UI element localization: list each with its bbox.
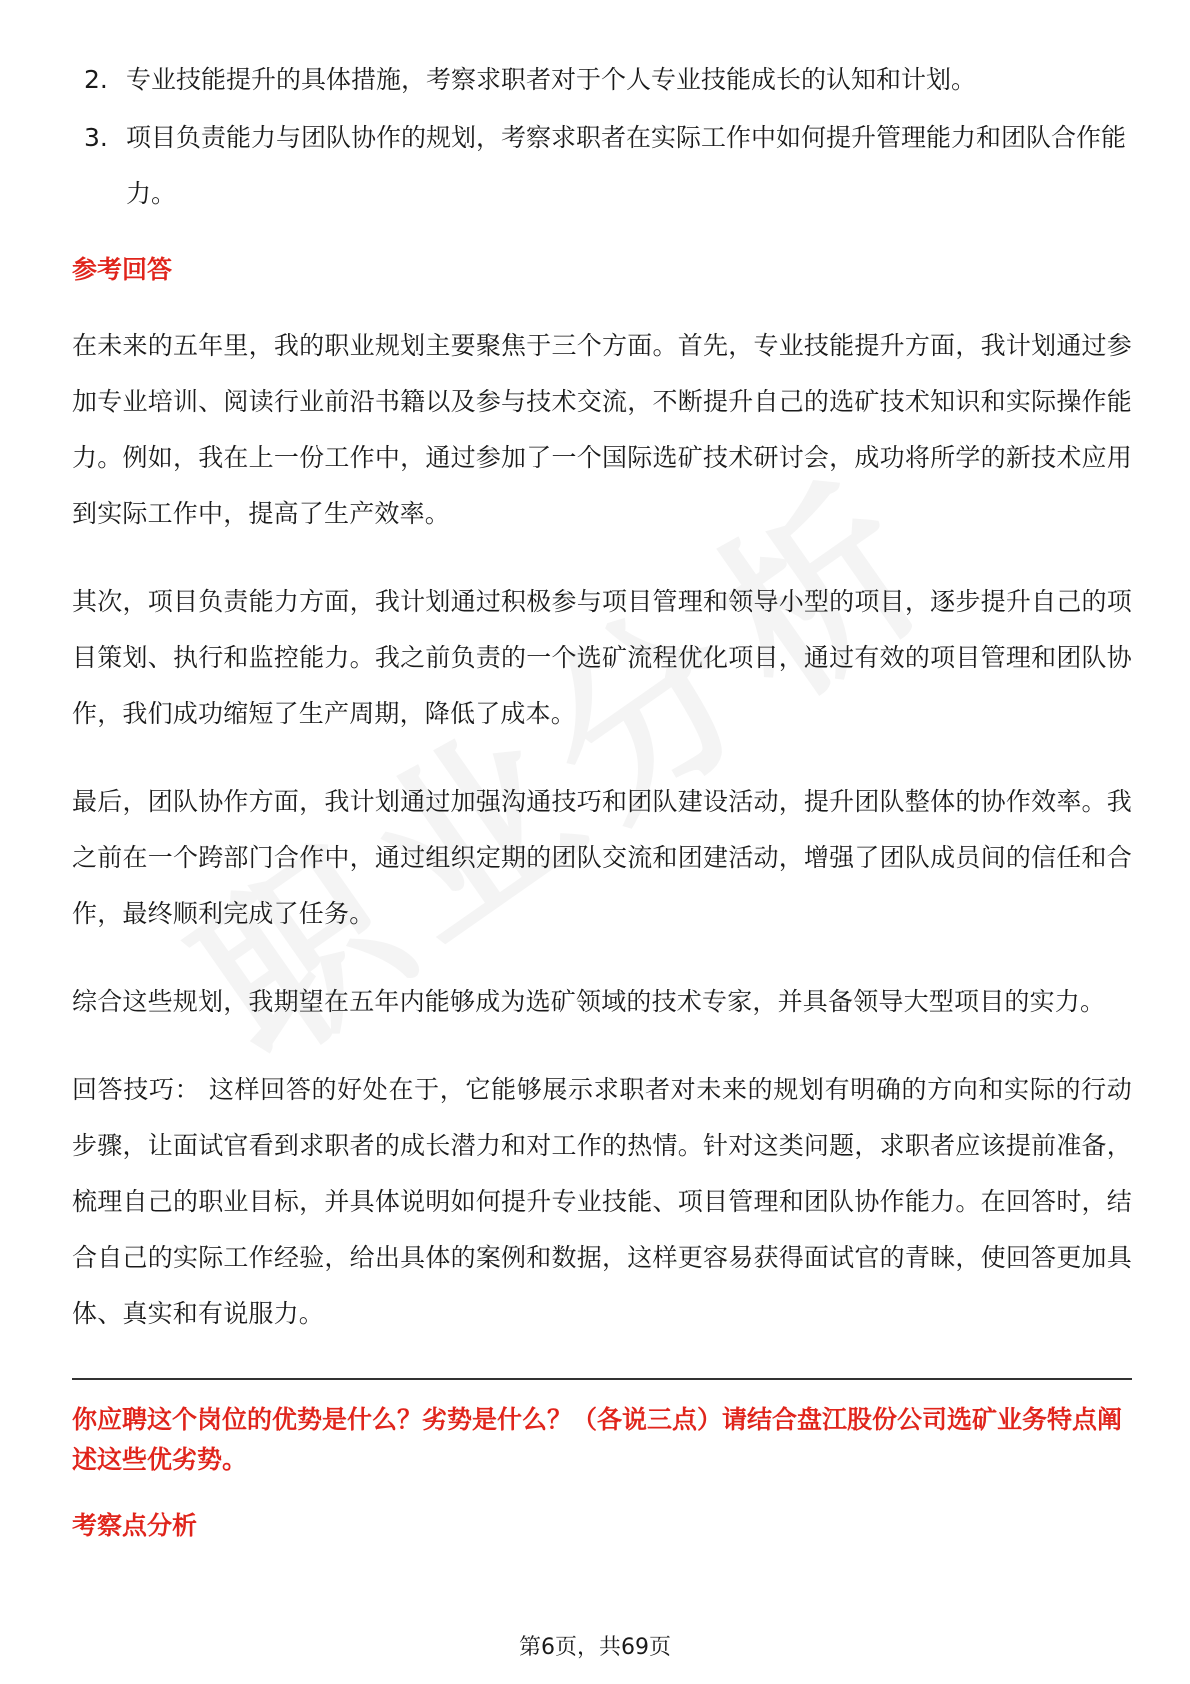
section-divider: [72, 1378, 1132, 1380]
answer-paragraph: 综合这些规划，我期望在五年内能够成为选矿领域的技术专家，并具备领导大型项目的实力。: [72, 987, 1106, 1016]
analysis-heading: 考察点分析: [72, 1511, 198, 1540]
list-item: [72, 52, 1132, 108]
list-item-text: 专业技能提升的具体措施，考察求职者对于个人专业技能成长的认知和计划。: [126, 65, 977, 94]
list-item: [72, 110, 1132, 222]
answer-tips-paragraph: 回答技巧： 这样回答的好处在于，它能够展示求职者对未来的规划有明确的方向和实际的行动步骤，让面试官看到求职者的成长潜力和对工作的热情。针对这类问题，求职者应该提前准备，梳理自己的职业目标，并具体说明如何提升专业技能、项目管理和团队协作能力。在回答时，结合自己的实际工作经验，给出具体的案例和数据，这样更容易获得面试官的青睐，使回答更加具体、真实和有说服力。: [72, 1075, 1132, 1328]
document-page: [72, 52, 1132, 1574]
answer-heading: 参考回答: [72, 255, 173, 284]
list-item-text: 项目负责能力与团队协作的规划，考察求职者在实际工作中如何提升管理能力和团队合作能力。: [126, 123, 1127, 208]
answer-paragraph: 在未来的五年里，我的职业规划主要聚焦于三个方面。首先，专业技能提升方面，我计划通过参加专业培训、阅读行业前沿书籍以及参与技术交流，不断提升自己的选矿技术知识和实际操作能力。例如，我在上一份工作中，通过参加了一个国际选矿技术研讨会，成功将所学的新技术应用到实际工作中，提高了生产效率。: [72, 331, 1132, 528]
answer-paragraph: 最后，团队协作方面，我计划通过加强沟通技巧和团队建设活动，提升团队整体的协作效率。我之前在一个跨部门合作中，通过组织定期的团队交流和团建活动，增强了团队成员间的信任和合作，最终顺利完成了任务。: [72, 787, 1132, 928]
list-item-number: 2.: [84, 65, 108, 94]
numbered-list: [72, 52, 1132, 222]
list-item-number: 3.: [84, 123, 108, 152]
page-footer: 第6页，共69页: [519, 1635, 671, 1660]
answer-paragraph: 其次，项目负责能力方面，我计划通过积极参与项目管理和领导小型的项目，逐步提升自己的项目策划、执行和监控能力。我之前负责的一个选矿流程优化项目，通过有效的项目管理和团队协作，我们成功缩短了生产周期，降低了成本。: [72, 587, 1132, 728]
next-question: 你应聘这个岗位的优势是什么？劣势是什么？（各说三点）请结合盘江股份公司选矿业务特点阐述这些优劣势。: [72, 1405, 1123, 1474]
